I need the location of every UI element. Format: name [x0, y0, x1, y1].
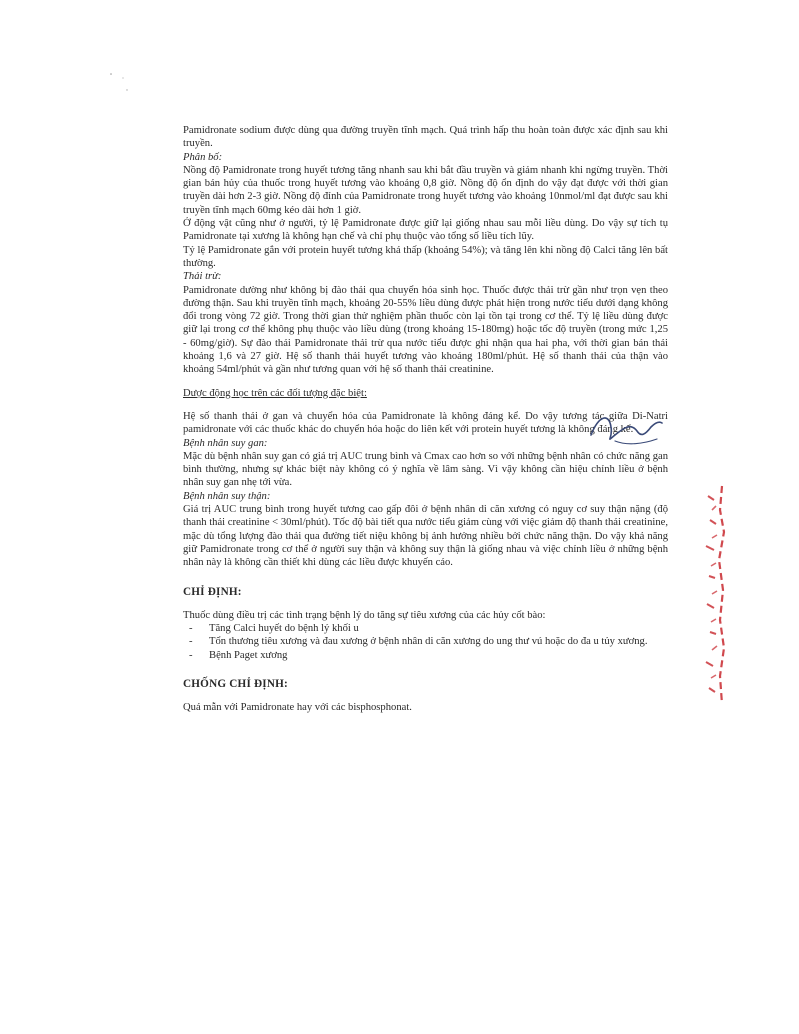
red-stamp-edge	[700, 480, 730, 710]
elimination-paragraph: Pamidronate dường như không bị đào thải qua chuyển hóa sinh học. Thuốc được thải trừ gần như trọn vẹn theo đường thận. Sau khi truyền tĩnh mạch, khoảng 20-55% liều dùng được phát hiện trong nước tiểu dưới dạng không đổi trong vòng 72 giờ. Trong thời gian thử nghiệm phần thuốc còn lại tồn tại trong cơ thể. Tỷ lệ liều dùng được giữ lại trong cơ thể không phụ thuộc vào liều dùng (trong khoảng 15-180mg) hoặc tốc độ truyền (trong mức 1,25 - 60mg/giờ). Sự đào thải Pamidronate thải trừ qua nước tiểu được ghi nhận qua hai pha, với thời gian bán thải khoảng 1,6 và 27 giờ. Hệ số thanh thải huyết tương vào khoảng 180ml/phút. Hệ số thanh thải của thận vào khoảng 54ml/phút và gần như tương quan với hệ số thanh thải creatinine.	[183, 284, 668, 376]
scan-specks	[105, 60, 145, 100]
handwritten-signature	[585, 405, 665, 450]
distribution-paragraph-2: Ở động vật cũng như ở người, tỷ lệ Pamidronate được giữ lại giống nhau sau mỗi liều dùng. Do vậy sự tích tụ Pamidronate tại xương là không hạn chế và chỉ phụ thuộc vào tổng số liều tích lũy.	[183, 218, 668, 243]
signature-underline	[615, 439, 657, 444]
distribution-paragraph-1: Nồng độ Pamidronate trong huyết tương tăng nhanh sau khi bắt đầu truyền và giảm nhanh khi ngừng truyền. Thời gian bán hủy của thuốc trong huyết tương vào khoảng 0,8 giờ. Nồng độ ổn định do vậy đạt được với thời gian truyền dài hơn 2-3 giờ. Nồng độ đỉnh của Pamidronate trong huyết tương vào khoảng 10nmol/ml đạt được sau khi truyền tĩnh mạch 60mg kéo dài hơn 1 giờ.	[183, 164, 668, 216]
kidney-impairment-paragraph: Giá trị AUC trung bình trong huyết tương cao gấp đôi ở bệnh nhân di căn xương có nguy cơ suy thận nặng (độ thanh thải creatinine < 30ml/phút). Tốc độ bài tiết qua nước tiểu giảm cùng với việc giảm độ thanh thải creatinine, mặc dù tổng lượng đào thải qua đường tiết niệu không bị ảnh hưởng nhiều bởi chức năng thận. Do vậy khả năng giữ Pamidronate trong cơ thể ở người suy thận và không suy thận là giống nhau và việc chỉnh liều ở những bệnh nhân này là không cần thiết khi dùng các liều được khuyến cáo.	[183, 504, 668, 569]
kidney-impairment-heading: Bệnh nhân suy thận:	[183, 490, 271, 502]
contraindications-heading: CHỐNG CHỈ ĐỊNH:	[183, 677, 288, 690]
indications-heading: CHỈ ĐỊNH:	[183, 585, 242, 598]
contraindications-paragraph: Quá mẫn với Pamidronate hay với các bisphosphonat.	[183, 702, 412, 714]
list-item: - Tổn thương tiêu xương và đau xương ở bệnh nhân di căn xương do ung thư vú hoặc do đa u tủy xương.	[189, 635, 668, 648]
indications-list	[183, 622, 668, 662]
intro-paragraph: Pamidronate sodium được dùng qua đường truyền tĩnh mạch. Quá trình hấp thu hoàn toàn được xác định sau khi truyền.	[183, 125, 668, 150]
list-item: - Tăng Calci huyết do bệnh lý khối u	[189, 622, 668, 635]
liver-impairment-heading: Bệnh nhân suy gan:	[183, 437, 268, 449]
list-item: - Bệnh Paget xương	[189, 649, 668, 662]
distribution-paragraph-3: Tỷ lệ Pamidronate gắn với protein huyết tương khá thấp (khoảng 54%); và tăng lên khi nồng độ Calci tăng lên bất thường.	[183, 244, 668, 269]
stamp-ink-2	[711, 506, 717, 678]
distribution-heading: Phân bố:	[183, 151, 223, 163]
stamp-border	[719, 486, 724, 704]
signature-stroke	[591, 418, 662, 439]
liver-impairment-paragraph: Mặc dù bệnh nhân suy gan có giá trị AUC trung bình và Cmax cao hơn so với những bệnh nhân có chức năng gan bình thường, nhưng sự khác biệt này không có ý nghĩa về lâm sàng. Vì vậy không cần hiệu chỉnh liều ở bệnh nhân suy gan nhẹ tới vừa.	[183, 450, 668, 489]
special-populations-heading: Dược động học trên các đối tượng đặc biệt:	[183, 387, 367, 399]
elimination-heading: Thải trừ:	[183, 271, 222, 283]
stamp-ink-1	[706, 496, 716, 692]
special-populations-paragraph: Hệ số thanh thải ở gan và chuyển hóa của Pamidronate là không đáng kể. Do vậy tương tác giữa Di-Natri pamidronate với các thuốc khác do chuyển hóa hoặc do liên kết với protein huyết tương là không đáng kể.	[183, 410, 668, 436]
indications-intro: Thuốc dùng điều trị các tình trạng bệnh lý do tăng sự tiêu xương của các hủy cốt bào:	[183, 609, 546, 621]
